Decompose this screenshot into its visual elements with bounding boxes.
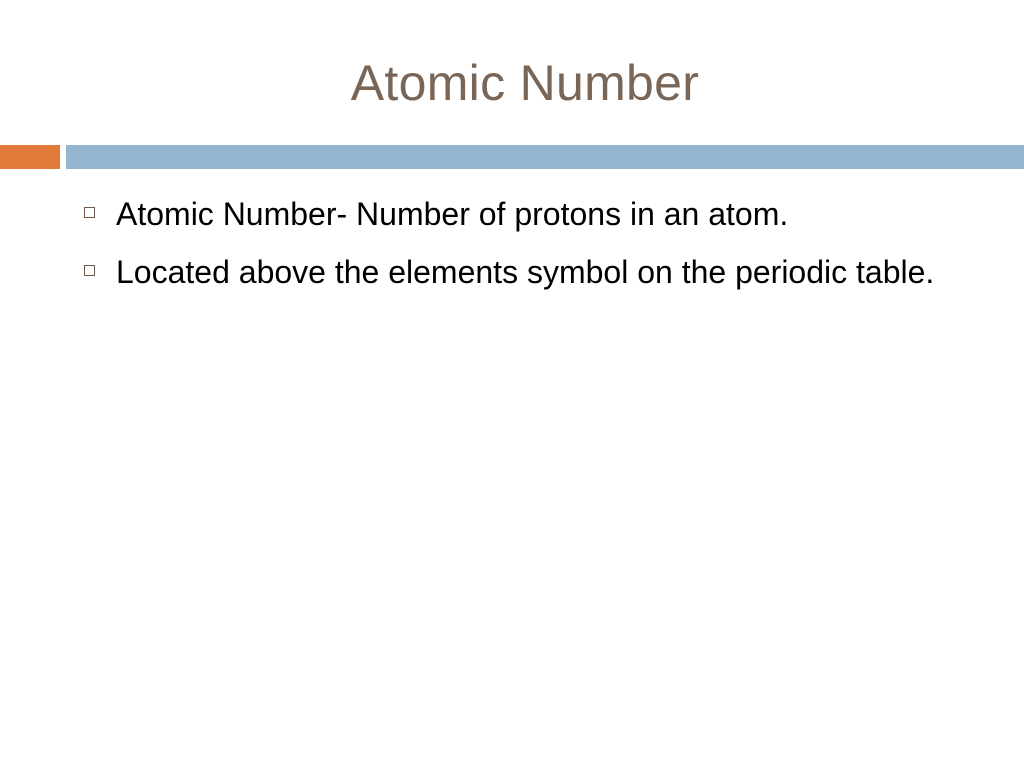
hollow-square-icon [84, 265, 95, 276]
orange-accent-bar [0, 145, 60, 169]
list-item [84, 190, 984, 238]
slide-title: Atomic Number [350, 55, 700, 111]
hollow-square-icon [84, 207, 95, 218]
bullet-text: Atomic Number- Number of protons in an atom. [116, 196, 789, 232]
bullet-text: Located above the elements symbol on the periodic table. [116, 254, 935, 290]
bullet-list [84, 190, 984, 306]
list-item [84, 248, 984, 296]
blue-accent-bar [66, 145, 1024, 169]
